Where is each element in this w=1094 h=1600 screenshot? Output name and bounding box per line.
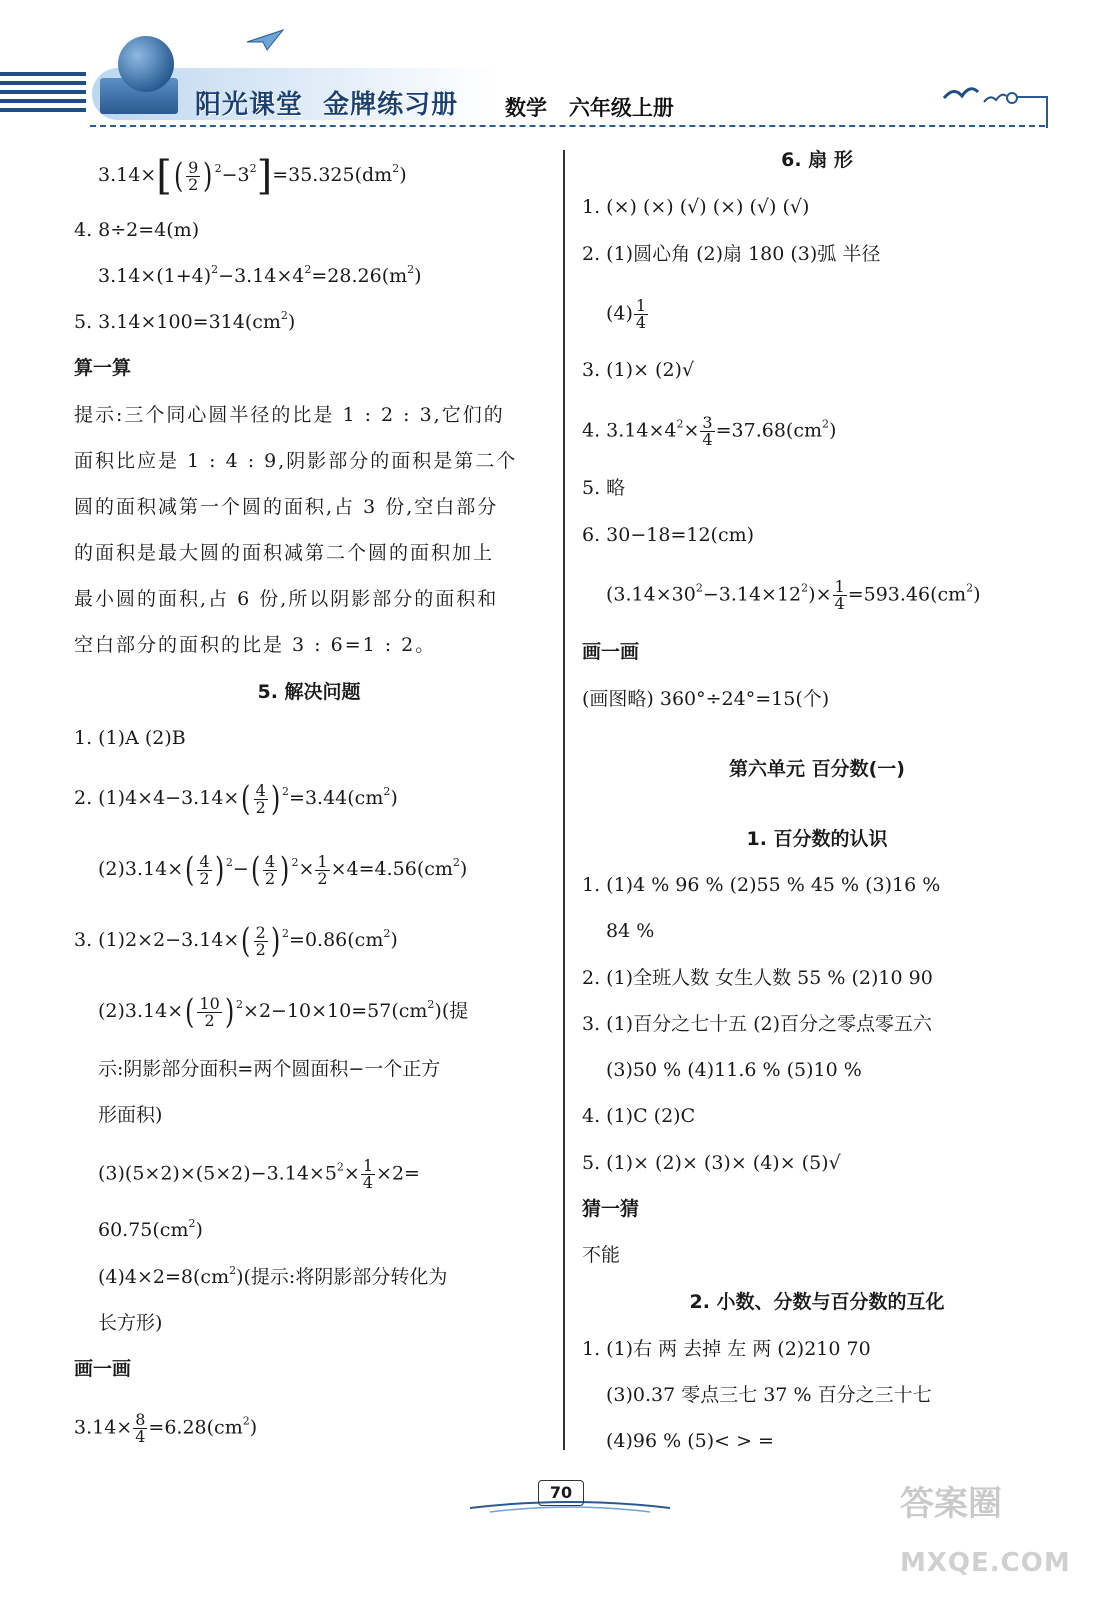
column-divider xyxy=(563,150,565,1450)
paper-plane-icon xyxy=(245,28,285,52)
answer-line: 3.14× $\frac{8}{4}$ $=6.28(cm^2)$ xyxy=(74,1410,258,1446)
answer-line: 长方形) xyxy=(98,1312,163,1334)
section-heading: 1. 百分数的认识 xyxy=(746,828,888,850)
section-heading: 5. 解决问题 xyxy=(257,681,361,703)
answer-line: $(4)4\times 2=8(cm^2)$(提示:将阴影部分转化为 xyxy=(98,1264,448,1288)
hint-paragraph-line: 提示:三个同心圆半径的比是 1 : 2 : 3,它们的 xyxy=(74,404,505,426)
hint-paragraph-line: 最小圆的面积,占 6 份,所以阴影部分的面积和 xyxy=(74,588,499,610)
answer-line: $60.75(cm^2)$ xyxy=(98,1217,203,1241)
unit-heading: 第六单元 百分数(一) xyxy=(729,758,905,780)
answer-line: 不能 xyxy=(582,1244,621,1266)
answer-line: 6. 30−18=12(cm) xyxy=(582,524,755,546)
answer-line: 1. (×) (×) (√) (×) (√) (√) xyxy=(582,196,810,218)
answer-line: (4) $\frac{1}{4}$ xyxy=(606,296,647,332)
hint-paragraph-line: 的面积是最大圆的面积减第二个圆的面积加上 xyxy=(74,542,495,564)
answer-line: 4. 8÷2=4(m) xyxy=(74,219,200,241)
answer-line: 1. (1)4 % 96 % (2)55 % 45 % (3)16 % xyxy=(582,874,941,896)
answer-line: (3)50 % (4)11.6 % (5)10 % xyxy=(606,1059,862,1081)
hint-paragraph-line: 圆的面积减第一个圆的面积,占 3 份,空白部分 xyxy=(74,496,499,518)
answer-line: 3. (1)× (2)√ xyxy=(582,359,695,381)
answer-line: 1. (1)右 两 去掉 左 两 (2)210 70 xyxy=(582,1338,871,1360)
header-stripes xyxy=(0,72,86,117)
brand-title: 阳光课堂 金牌练习册 xyxy=(195,90,459,120)
answer-line: 4. (1)C (2)C xyxy=(582,1105,696,1127)
hint-paragraph-line: 面积比应是 1 : 4 : 9,阴影部分的面积是第二个 xyxy=(74,450,518,472)
answer-line: 2. (1)圆心角 (2)扇 180 (3)弧 半径 xyxy=(582,243,881,265)
answer-line: (画图略) 360°÷24°=15(个) xyxy=(582,688,830,710)
globe-icon xyxy=(118,36,174,92)
section-heading: 6. 扇 形 xyxy=(781,149,853,171)
section-heading: 猜一猜 xyxy=(582,1198,640,1220)
answer-line: $(3.14\times 30^2-3.14\times 12^2)\times$ $\frac{1}{4}$ $=593.46(cm^2)$ xyxy=(606,577,981,613)
answer-line: (3)0.37 零点三七 37 % 百分之三十七 xyxy=(606,1384,932,1406)
answer-line: 3. (1)百分之七十五 (2)百分之零点零五六 xyxy=(582,1013,933,1035)
birds-icon xyxy=(940,80,1010,110)
section-heading: 画一画 xyxy=(74,1358,132,1380)
section-heading: 算一算 xyxy=(74,357,132,379)
answer-line: 2. (1)全班人数 女生人数 55 % (2)10 90 xyxy=(582,967,933,989)
answer-line: 5. 略 xyxy=(582,477,626,499)
answer-line: $(3)(5\times 2)\times(5\times 2)-3.14\times 5^2\times$ $\frac{1}{4}$ ×2= xyxy=(98,1156,420,1192)
answer-line: 5. $3.14\times 100=314(cm^2)$ xyxy=(74,309,296,333)
header-dot xyxy=(1006,92,1018,104)
section-heading: 2. 小数、分数与百分数的互化 xyxy=(689,1291,945,1313)
subject-grade: 数学 六年级上册 xyxy=(505,96,674,120)
answer-line: 3. (1)2×2−3.14×( $\frac{2}{2}$ ) $^2=0.86(cm^2)$ xyxy=(74,921,398,961)
page-number: 70 xyxy=(538,1480,584,1506)
answer-line: 2. (1)4×4−3.14×( $\frac{4}{2}$ ) $^2=3.44(cm^2)$ xyxy=(74,779,398,819)
answer-line: 形面积) xyxy=(98,1104,163,1126)
answer-line: 4. $3.14\times 4^2\times$ $\frac{3}{4}$ $=37.68(cm^2)$ xyxy=(582,413,837,449)
answer-line: 1. (1)A (2)B xyxy=(74,727,186,749)
answer-line: 示:阴影部分面积=两个圆面积−一个正方 xyxy=(98,1058,441,1080)
answer-line: (2)3.14×( $\frac{4}{2}$ ) $^2$−( $\frac{4}{2}$ ) $^2$× $\frac{1}{2}$ $\times 4=4.56(cm^2)$ xyxy=(98,850,468,890)
watermark-url: MXQE.COM xyxy=(900,1548,1071,1578)
answer-line: (2)3.14×( $\frac{10}{2}$ ) $^2\times 2-10\times 10=57(cm^2)$(提 xyxy=(98,992,469,1032)
hint-paragraph-line: 空白部分的面积的比是 3 : 6=1 : 2。 xyxy=(74,634,437,656)
answer-line: $3.14\times(1+4)^2-3.14\times 4^2=28.26(m^2)$ xyxy=(98,263,422,287)
answer-line: 84 % xyxy=(606,920,655,942)
watermark-logo: 答案圈 xyxy=(900,1484,1002,1524)
header-rule xyxy=(90,125,1045,127)
page-header xyxy=(0,0,1094,150)
answer-line: (4)96 % (5)< > = xyxy=(606,1430,774,1452)
answer-line: 5. (1)× (2)× (3)× (4)× (5)√ xyxy=(582,1152,841,1174)
section-heading: 画一画 xyxy=(582,641,640,663)
page-footer xyxy=(470,1470,670,1530)
answer-line: 3.14×[( $\frac{9}{2}$ ) $^2-3^2]=35.325(dm^2)$ xyxy=(98,153,407,199)
